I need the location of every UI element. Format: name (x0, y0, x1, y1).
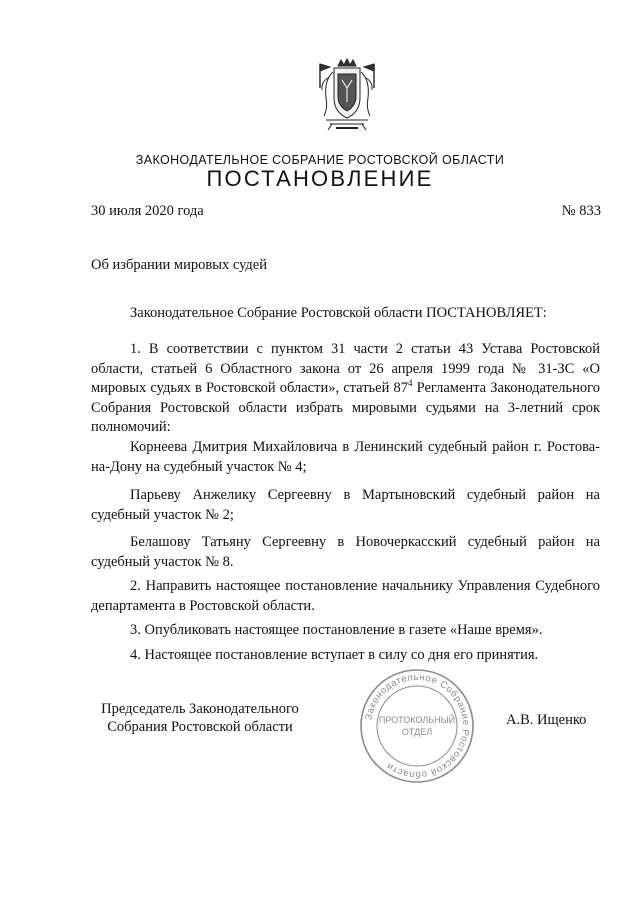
signatory-title (91, 700, 309, 736)
document-subject: Об избрании мировых судей (91, 257, 267, 273)
document-date: 30 июля 2020 года (91, 203, 204, 219)
official-stamp-icon (358, 667, 476, 785)
signatory-name: А.В. Ищенко (506, 712, 587, 728)
paragraph-1-superscript: 4 (407, 378, 413, 389)
signatory-title-line-1: Председатель Законодательного (101, 701, 299, 717)
signatory-title-line-2: Собрания Ростовской области (107, 719, 293, 735)
judge-item-2: Парьеву Анжелику Сергеевну в Мартыновский судебный район на судебный участок № 2; (91, 487, 600, 523)
paragraph-1 (91, 340, 600, 438)
judge-item-3: Белашову Татьяну Сергеевну в Новочеркасский судебный район на судебный участок № 8. (91, 534, 600, 570)
paragraph-2: 2. Направить настоящее постановление начальнику Управления Судебного департамента в Ростовской области. (91, 578, 600, 614)
paragraph-3: 3. Опубликовать настоящее постановление в газете «Наше время». (130, 622, 543, 638)
judge-item-1: Корнеева Дмитрия Михайловича в Ленинский судебный район г. Ростова-на-Дону на судебный участок № 4; (91, 439, 600, 475)
paragraph-1-text: 1. В соответствии с пунктом 31 части 2 статьи 43 Устава Ростовской области, статьей 6 Областного закона от 26 апреля 1999 года № 31-ЗС «О мировых судьях в Ростовской области», статьей 87 (91, 341, 600, 396)
stamp-center-line-2: ОТДЕЛ (401, 727, 433, 737)
document-type: ПОСТАНОВЛЕНИЕ (206, 166, 434, 191)
document-number: № 833 (561, 203, 601, 219)
paragraph-4: 4. Настоящее постановление вступает в силу со дня его принятия. (130, 647, 539, 663)
paragraph-1-text-continued: Регламента Законодательного Собрания Ростовской области избрать мировыми судьями на 3-летний срок полномочий: (91, 380, 600, 435)
stamp-ring-text: Законодательное Собрание Ростовской области (363, 671, 472, 781)
organization-name: ЗАКОНОДАТЕЛЬНОЕ СОБРАНИЕ РОСТОВСКОЙ ОБЛАСТИ (135, 153, 505, 167)
svg-text:Законодательное Собрание Росто (363, 672, 471, 780)
preamble: Законодательное Собрание Ростовской области ПОСТАНОВЛЯЕТ: (130, 305, 547, 321)
stamp-center-line-1: ПРОТОКОЛЬНЫЙ (378, 715, 456, 725)
coat-of-arms-icon (316, 58, 378, 132)
